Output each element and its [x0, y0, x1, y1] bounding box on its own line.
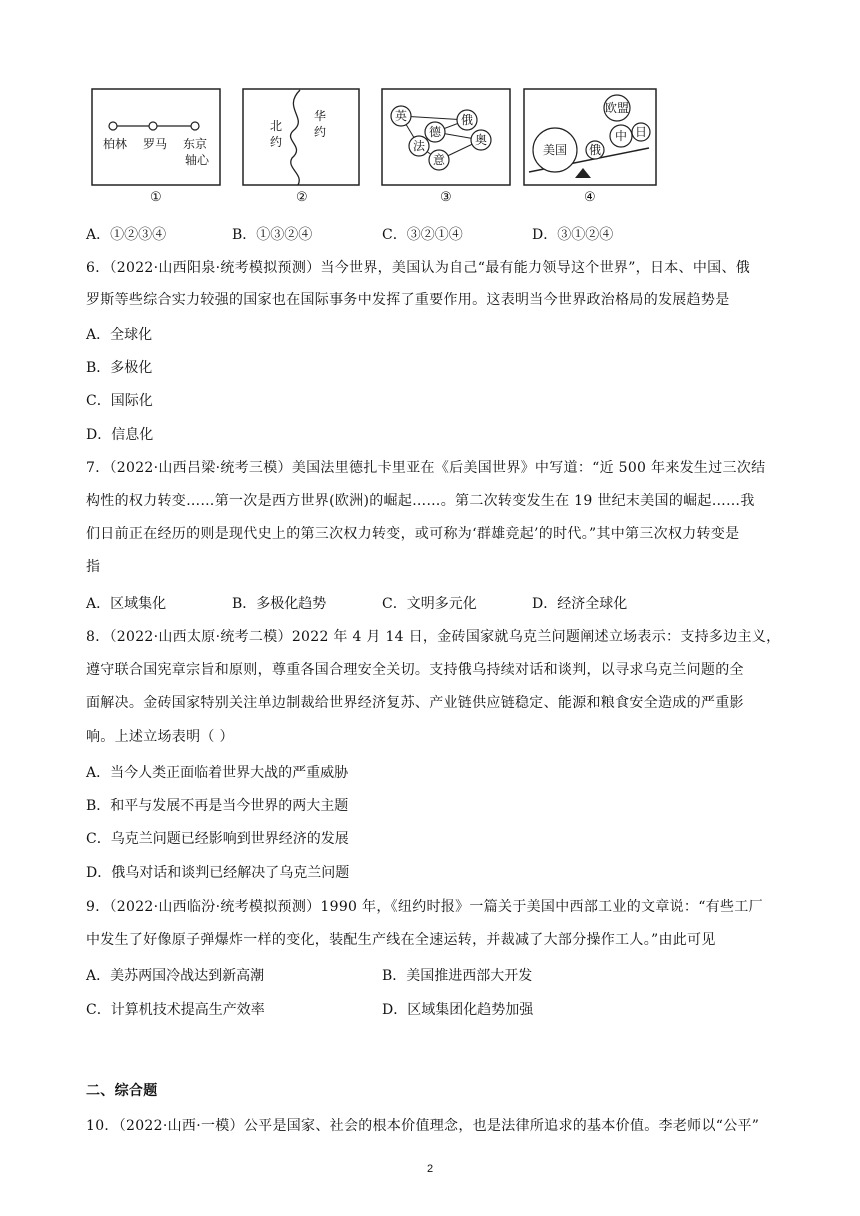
fig4-node-2: 中 — [615, 129, 628, 143]
q8-stem-line-1: 8．（2022·山西太原·统考二模）2022 年 4 月 14 日，金砖国家就乌克兰问题阐述立场表示：支持多边主义， — [86, 629, 781, 645]
q6-stem-line-1: 6．（2022·山西阳泉·统考模拟预测）当今世界，美国认为自己“最有能力领导这个世界”，日本、中国、俄 — [86, 260, 751, 276]
q6-option-c[interactable]: C．国际化 — [86, 393, 153, 409]
q8-stem-line-2: 遵守联合国宪章宗旨和原则，尊重各国合理安全关切。支持俄乌持续对话和谈判，以寻求乌克兰问题的全 — [86, 662, 744, 678]
q9-option-c[interactable]: C．计算机技术提高生产效率 — [86, 1002, 265, 1018]
q7-option-d[interactable]: D．经济全球化 — [532, 596, 628, 612]
figure-3-alliances — [381, 88, 511, 188]
fig4-big: 美国 — [543, 143, 568, 157]
q7-option-b[interactable]: B．多极化趋势 — [232, 596, 327, 612]
fig3-node-3: 法 — [413, 139, 426, 153]
q7-option-a[interactable]: A．区域集化 — [86, 596, 167, 612]
section-2-title: 二、综合题 — [86, 1083, 158, 1099]
q6-option-d[interactable]: D．信息化 — [86, 427, 154, 443]
q7-stem-line-3: 们日前正在经历的则是现代史上的第三次权力转变，或可称为‘群雄竞起’的时代。”其中第三次权力转变是 — [86, 526, 740, 542]
fig2-right-2: 约 — [314, 125, 327, 139]
q5-option-d[interactable]: D．③①②④ — [532, 227, 614, 243]
fig3-node-4: 奥 — [475, 133, 488, 147]
q6-stem-line-2: 罗斯等些综合实力较强的国家也在国际事务中发挥了重要作用。这表明当今世界政治格局的发展趋势是 — [86, 292, 730, 308]
fig4-node-3: 日 — [635, 125, 648, 139]
fig3-node-2: 俄 — [461, 113, 474, 127]
q9-option-a[interactable]: A．美苏两国冷战达到新高潮 — [86, 968, 265, 984]
fig2-left-1: 北 — [270, 119, 283, 133]
fig2-right-1: 华 — [314, 109, 327, 123]
q8-option-c[interactable]: C．乌克兰问题已经影响到世界经济的发展 — [86, 831, 349, 847]
q9-stem-line-1: 9．（2022·山西临汾·统考模拟预测）1990 年，《纽约时报》一篇关于美国中西部工业的文章说：“有些工厂 — [86, 899, 763, 915]
fig1-node-0: 柏林 — [103, 137, 128, 151]
fig2-left-2: 约 — [270, 135, 283, 149]
q6-option-b[interactable]: B．多极化 — [86, 360, 153, 376]
q8-stem-line-3: 面解决。金砖国家特别关注单边制裁给世界经济复苏、产业链供应链稳定、能源和粮食安全造成的严重影 — [86, 695, 744, 711]
q8-stem-line-4: 响。上述立场表明（ ） — [86, 729, 234, 745]
q7-stem-line-1: 7．（2022·山西吕梁·统考三模）美国法里德扎卡里亚在《后美国世界》中写道：“近 500 年来发生过三次结 — [86, 460, 766, 476]
fig3-node-1: 德 — [429, 125, 442, 139]
fig3-node-5: 意 — [433, 153, 446, 167]
q8-option-d[interactable]: D．俄乌对话和谈判已经解决了乌克兰问题 — [86, 865, 350, 881]
q5-option-a[interactable]: A．①②③④ — [86, 227, 167, 243]
fig3-node-0: 英 — [395, 109, 408, 123]
q9-option-d[interactable]: D．区域集团化趋势加强 — [382, 1002, 534, 1018]
fig1-extra: 轴心 — [185, 153, 210, 167]
q8-option-a[interactable]: A．当今人类正面临着世界大战的严重威胁 — [86, 765, 349, 781]
figure-4-multipolar — [523, 88, 657, 188]
q7-stem-line-4: 指 — [86, 559, 101, 575]
q9-stem-line-2: 中发生了好像原子弹爆炸一样的变化，装配生产线在全速运转，并裁减了大部分操作工人。”由此可见 — [86, 932, 716, 948]
figure-label-4: ④ — [584, 190, 596, 205]
fig1-node-2: 东京 — [183, 137, 208, 151]
q9-option-b[interactable]: B．美国推进西部大开发 — [382, 968, 533, 984]
q5-option-b[interactable]: B．①③②④ — [232, 227, 313, 243]
figure-label-1: ① — [150, 190, 162, 205]
q5-option-c[interactable]: C．③②①④ — [382, 227, 463, 243]
page-number: 2 — [426, 1163, 434, 1175]
figure-2-cold-war — [242, 88, 360, 188]
q8-option-b[interactable]: B．和平与发展不再是当今世界的两大主题 — [86, 798, 349, 814]
q6-option-a[interactable]: A．全球化 — [86, 327, 153, 343]
q7-option-c[interactable]: C．文明多元化 — [382, 596, 477, 612]
figure-label-2: ② — [296, 190, 308, 205]
fig4-node-0: 欧盟 — [605, 101, 630, 115]
fig1-node-1: 罗马 — [143, 137, 168, 151]
q10-stem-line-1: 10．（2022·山西·一模）公平是国家、社会的根本价值理念，也是法律所追求的基本价值。李老师以“公平” — [86, 1118, 760, 1134]
fig4-node-1: 俄 — [589, 143, 602, 157]
figure-1-axis-powers — [91, 88, 221, 188]
figure-label-3: ③ — [440, 190, 452, 205]
q7-stem-line-2: 构性的权力转变……第一次是西方世界(欧洲)的崛起……。第二次转变发生在 19 世纪末美国的崛起……我 — [86, 493, 755, 509]
